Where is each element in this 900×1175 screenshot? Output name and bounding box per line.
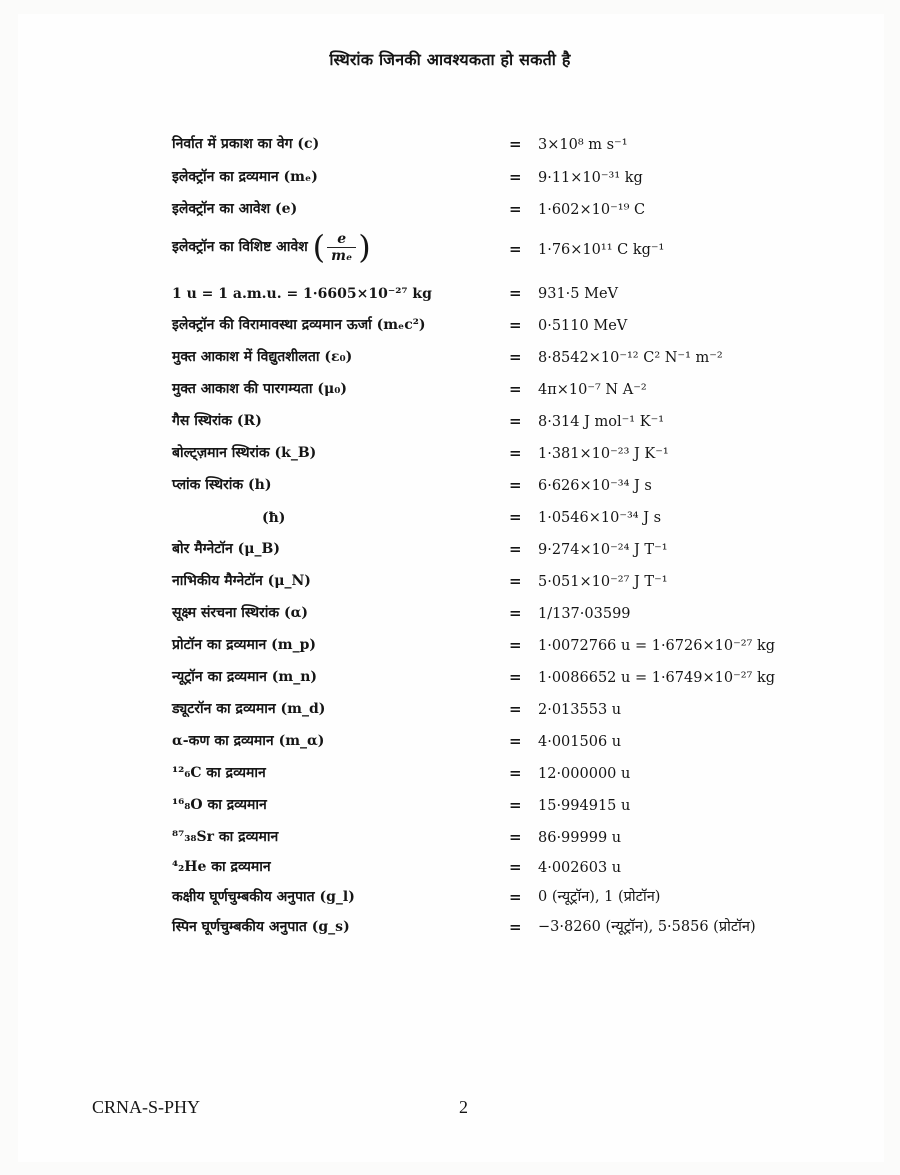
constant-row (0, 688, 900, 718)
equals-sign: = (509, 828, 522, 846)
page-title: स्थिरांक जिनकी आवश्यकता हो सकती है (329, 50, 571, 69)
constant-label: बोर मैग्नेटॉन (μ_B) (172, 541, 280, 557)
constant-row (0, 230, 900, 270)
constant-row (0, 906, 900, 936)
constant-value: 1·381×10⁻²³ J K⁻¹ (538, 446, 669, 462)
constant-row (0, 876, 900, 906)
constant-row (0, 336, 900, 366)
constant-value: 1·0072766 u = 1·6726×10⁻²⁷ kg (538, 638, 776, 654)
equals-sign: = (509, 604, 522, 622)
equals-sign: = (509, 168, 522, 186)
constant-value: 9·274×10⁻²⁴ J T⁻¹ (538, 542, 668, 558)
constant-row (0, 496, 900, 526)
constant-value: 9·11×10⁻³¹ kg (538, 170, 643, 186)
fraction-numerator: e (327, 231, 356, 248)
constant-row (0, 464, 900, 494)
equals-sign: = (509, 888, 522, 906)
equals-sign: = (509, 918, 522, 936)
constant-label: ¹⁶₈O का द्रव्यमान (172, 797, 267, 813)
constant-value: 4·002603 u (538, 860, 622, 876)
constant-value: 2·013553 u (538, 702, 622, 718)
equals-sign: = (509, 348, 522, 366)
right-paren: ) (358, 228, 371, 266)
constant-value: 8·314 J mol⁻¹ K⁻¹ (538, 414, 665, 430)
constant-label: निर्वात में प्रकाश का वेग (c) (172, 136, 320, 152)
constant-label: (ħ) (262, 510, 286, 526)
constant-label: α-कण का द्रव्यमान (m_α) (172, 733, 325, 749)
constant-value: 1·0086652 u = 1·6749×10⁻²⁷ kg (538, 670, 776, 686)
constant-value: 0·5110 MeV (538, 318, 628, 334)
constant-value: 6·626×10⁻³⁴ J s (538, 478, 652, 494)
equals-sign: = (509, 316, 522, 334)
paper-code: CRNA-S-PHY (92, 1097, 201, 1117)
constant-row (0, 188, 900, 218)
constant-label: इलेक्ट्रॉन का आवेश (e) (172, 201, 298, 217)
equals-sign: = (509, 508, 522, 526)
constant-value: 1·76×10¹¹ C kg⁻¹ (538, 242, 665, 258)
constant-row (0, 720, 900, 750)
equals-sign: = (509, 796, 522, 814)
constant-row (0, 123, 900, 153)
equals-sign: = (509, 732, 522, 750)
equals-sign: = (509, 540, 522, 558)
constant-row (0, 656, 900, 686)
constant-label: इलेक्ट्रॉन की विरामावस्था द्रव्यमान ऊर्जा (mₑc²) (172, 317, 426, 333)
specific-charge-fraction (327, 231, 356, 264)
constant-row (0, 846, 900, 876)
constant-label: गैस स्थिरांक (R) (172, 413, 262, 429)
fraction-denominator: mₑ (331, 247, 353, 264)
constant-row (0, 624, 900, 654)
constant-label: नाभिकीय मैग्नेटॉन (μ_N) (172, 573, 311, 589)
equals-sign: = (509, 476, 522, 494)
constant-value: 86·99999 u (538, 830, 622, 846)
constant-row (0, 592, 900, 622)
equals-sign: = (509, 240, 522, 258)
equals-sign: = (509, 200, 522, 218)
constant-label: इलेक्ट्रॉन का विशिष्ट आवेश (172, 239, 308, 255)
constant-label-with-fraction (172, 228, 371, 266)
constant-value: 1·602×10⁻¹⁹ C (538, 202, 646, 218)
constant-value: 0 (न्यूट्रॉन), 1 (प्रोटॉन) (538, 889, 661, 905)
constant-label: सूक्ष्म संरचना स्थिरांक (α) (172, 605, 309, 621)
constant-value: 931·5 MeV (538, 286, 619, 302)
constant-row (0, 368, 900, 398)
constant-value: 12·000000 u (538, 766, 631, 782)
constant-row (0, 784, 900, 814)
constant-row (0, 432, 900, 462)
constant-label: ड्यूटरॉन का द्रव्यमान (m_d) (172, 701, 326, 717)
constant-label: ⁴₂He का द्रव्यमान (172, 859, 271, 875)
constant-label: ⁸⁷₃₈Sr का द्रव्यमान (172, 829, 279, 845)
left-paren: ( (312, 228, 326, 266)
constant-label: प्रोटॉन का द्रव्यमान (m_p) (172, 637, 317, 653)
constant-label: मुक्त आकाश में विद्युतशीलता (ε₀) (172, 349, 353, 365)
equals-sign: = (509, 764, 522, 782)
equals-sign: = (509, 412, 522, 430)
equals-sign: = (509, 572, 522, 590)
constant-value: 15·994915 u (538, 798, 631, 814)
constant-value: 4π×10⁻⁷ N A⁻² (538, 382, 647, 398)
constant-label: ¹²₆C का द्रव्यमान (172, 765, 266, 781)
constant-row (0, 528, 900, 558)
constant-value: 8·8542×10⁻¹² C² N⁻¹ m⁻² (538, 350, 723, 366)
constant-value: 1·0546×10⁻³⁴ J s (538, 510, 662, 526)
equals-sign: = (509, 135, 522, 153)
page-number: 2 (459, 1097, 468, 1117)
constant-row (0, 272, 900, 302)
equals-sign: = (509, 858, 522, 876)
constant-row (0, 304, 900, 334)
constant-value: 5·051×10⁻²⁷ J T⁻¹ (538, 574, 668, 590)
constant-label: मुक्त आकाश की पारगम्यता (μ₀) (172, 381, 348, 397)
constant-label: कक्षीय घूर्णचुम्बकीय अनुपात (g_l) (172, 889, 355, 905)
equals-sign: = (509, 700, 522, 718)
constant-label: न्यूट्रॉन का द्रव्यमान (m_n) (172, 669, 318, 685)
equals-sign: = (509, 668, 522, 686)
constant-row (0, 752, 900, 782)
constant-label: प्लांक स्थिरांक (h) (172, 477, 272, 493)
constant-value: 3×10⁸ m s⁻¹ (538, 137, 628, 153)
constant-row (0, 816, 900, 846)
constant-label: बोल्ट्ज़मान स्थिरांक (k_B) (172, 445, 317, 461)
constant-row (0, 560, 900, 590)
constant-label: स्पिन घूर्णचुम्बकीय अनुपात (g_s) (172, 919, 350, 935)
constant-value: 1/137·03599 (538, 606, 631, 622)
constant-row (0, 400, 900, 430)
constant-value: 4·001506 u (538, 734, 622, 750)
equals-sign: = (509, 380, 522, 398)
equals-sign: = (509, 636, 522, 654)
equals-sign: = (509, 444, 522, 462)
constant-row (0, 156, 900, 186)
constant-label: इलेक्ट्रॉन का द्रव्यमान (mₑ) (172, 169, 318, 185)
constant-label: 1 u = 1 a.m.u. = 1·6605×10⁻²⁷ kg (172, 286, 432, 302)
constant-value: −3·8260 (न्यूट्रॉन), 5·5856 (प्रोटॉन) (538, 919, 756, 935)
equals-sign: = (509, 284, 522, 302)
